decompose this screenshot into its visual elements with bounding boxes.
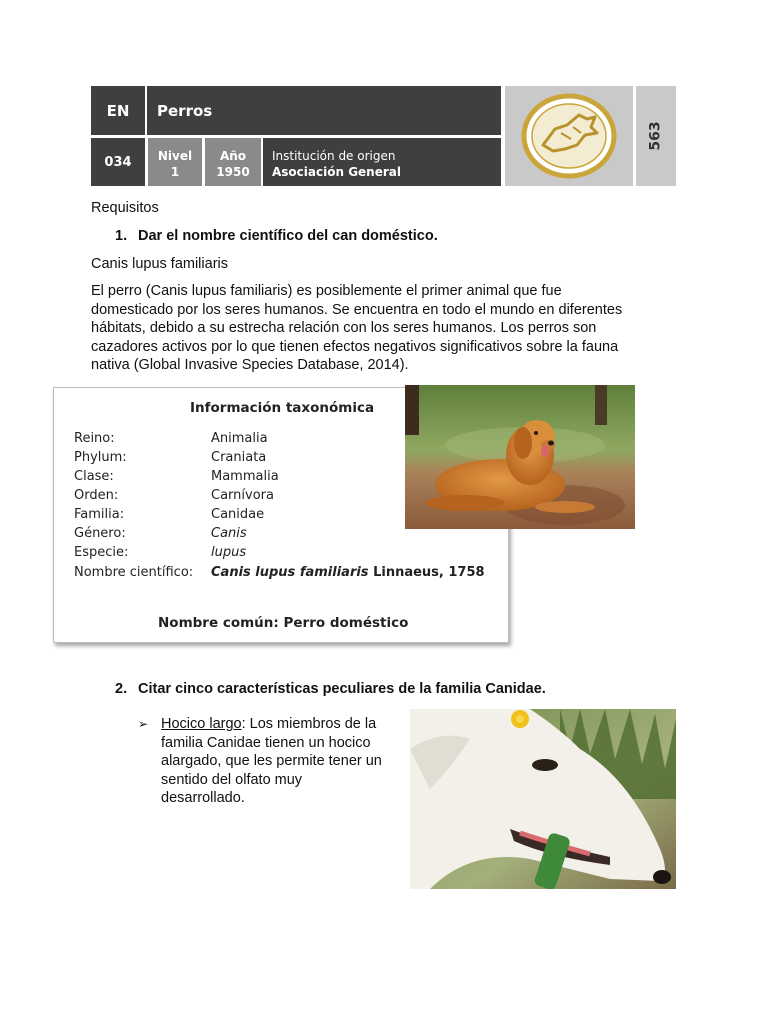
- taxonomy-label: Especie:: [74, 545, 129, 560]
- scientific-name-author: Linnaeus, 1758: [368, 565, 485, 580]
- header-side-number-cell: [636, 86, 676, 186]
- taxonomy-label: Reino:: [74, 431, 115, 446]
- taxonomy-value: Canidae: [211, 507, 265, 522]
- dog-emblem-icon: [521, 93, 617, 179]
- header-institution-cell: [263, 138, 501, 186]
- borzoi-photo: [410, 709, 676, 889]
- side-number: 563: [647, 121, 664, 151]
- bullet-line-1: [161, 715, 376, 734]
- paragraph-line: hábitats, debido a su estrecha relación con los seres humanos. Los perros son: [91, 320, 597, 336]
- header-title-cell: [147, 86, 501, 135]
- common-name: Nombre común: Perro doméstico: [158, 615, 409, 631]
- item2-number: 2.: [115, 681, 128, 697]
- item1-answer: Canis lupus familiaris: [91, 256, 228, 272]
- golden-retriever-photo: [405, 385, 635, 529]
- bullet-text: desarrollado.: [161, 790, 245, 806]
- header-code-en: EN: [106, 101, 130, 120]
- bullet-text: familia Canidae tienen un hocico: [161, 734, 371, 751]
- ano-value: 1950: [216, 165, 250, 179]
- scientific-name-value-wrap: [211, 565, 485, 580]
- arrow-bullet-icon: ➢: [138, 717, 149, 731]
- header-number: 034: [104, 154, 132, 170]
- header-number-cell: [91, 138, 145, 186]
- bullet-term: Hocico largo: [161, 716, 242, 732]
- nivel-label: Nivel: [157, 149, 193, 163]
- paragraph-line: domesticado por los seres humanos. Se encuentra en todo el mundo en diferentes: [91, 301, 623, 318]
- taxonomy-value: Craniata: [211, 450, 267, 465]
- taxonomy-value: Canis: [211, 526, 247, 541]
- item1-number: 1.: [115, 228, 128, 244]
- taxonomy-label: Orden:: [74, 488, 119, 503]
- scientific-name-value: Canis lupus familiaris: [211, 565, 369, 580]
- nivel-value: 1: [170, 165, 180, 179]
- borzoi-image: [410, 709, 676, 889]
- header-logo-cell: [505, 86, 633, 186]
- taxonomy-value: Animalia: [211, 431, 268, 446]
- paragraph-line: cazadores activos por lo que tienen efectos negativos significativos sobre la fauna: [91, 338, 619, 355]
- taxonomy-label: Clase:: [74, 469, 114, 484]
- taxonomy-label: Género:: [74, 526, 126, 541]
- ano-label: Año: [219, 149, 247, 163]
- taxonomy-value: Carnívora: [211, 488, 274, 503]
- taxonomy-label: Phylum:: [74, 450, 127, 465]
- taxonomy-title: Información taxonómica: [190, 400, 375, 416]
- golden-retriever-image: [405, 385, 635, 529]
- item2-heading: Citar cinco características peculiares de la familia Canidae.: [138, 681, 546, 697]
- requisitos-label: Requisitos: [91, 200, 159, 216]
- header-title: Perros: [157, 101, 213, 120]
- taxonomy-value: Mammalia: [211, 469, 279, 484]
- bullet-text: : Los miembros de la: [241, 716, 377, 732]
- paragraph-line: El perro (Canis lupus familiaris) es posiblemente el primer animal que fue: [91, 283, 562, 299]
- institution-label: Institución de origen: [272, 149, 396, 163]
- institution-value: Asociación General: [272, 165, 401, 179]
- taxonomy-value: lupus: [211, 545, 247, 560]
- header-nivel-cell: [148, 138, 202, 186]
- taxonomy-label: Familia:: [74, 507, 125, 522]
- paragraph-line: nativa (Global Invasive Species Database, 2014).: [91, 357, 409, 373]
- bullet-text: sentido del olfato muy: [161, 771, 303, 788]
- item1-heading: Dar el nombre científico del can doméstico.: [138, 228, 438, 244]
- header-code-cell: [91, 86, 145, 135]
- header-ano-cell: [205, 138, 261, 186]
- scientific-name-label: Nombre científico:: [74, 565, 194, 580]
- bullet-text: alargado, que les permite tener un: [161, 753, 382, 769]
